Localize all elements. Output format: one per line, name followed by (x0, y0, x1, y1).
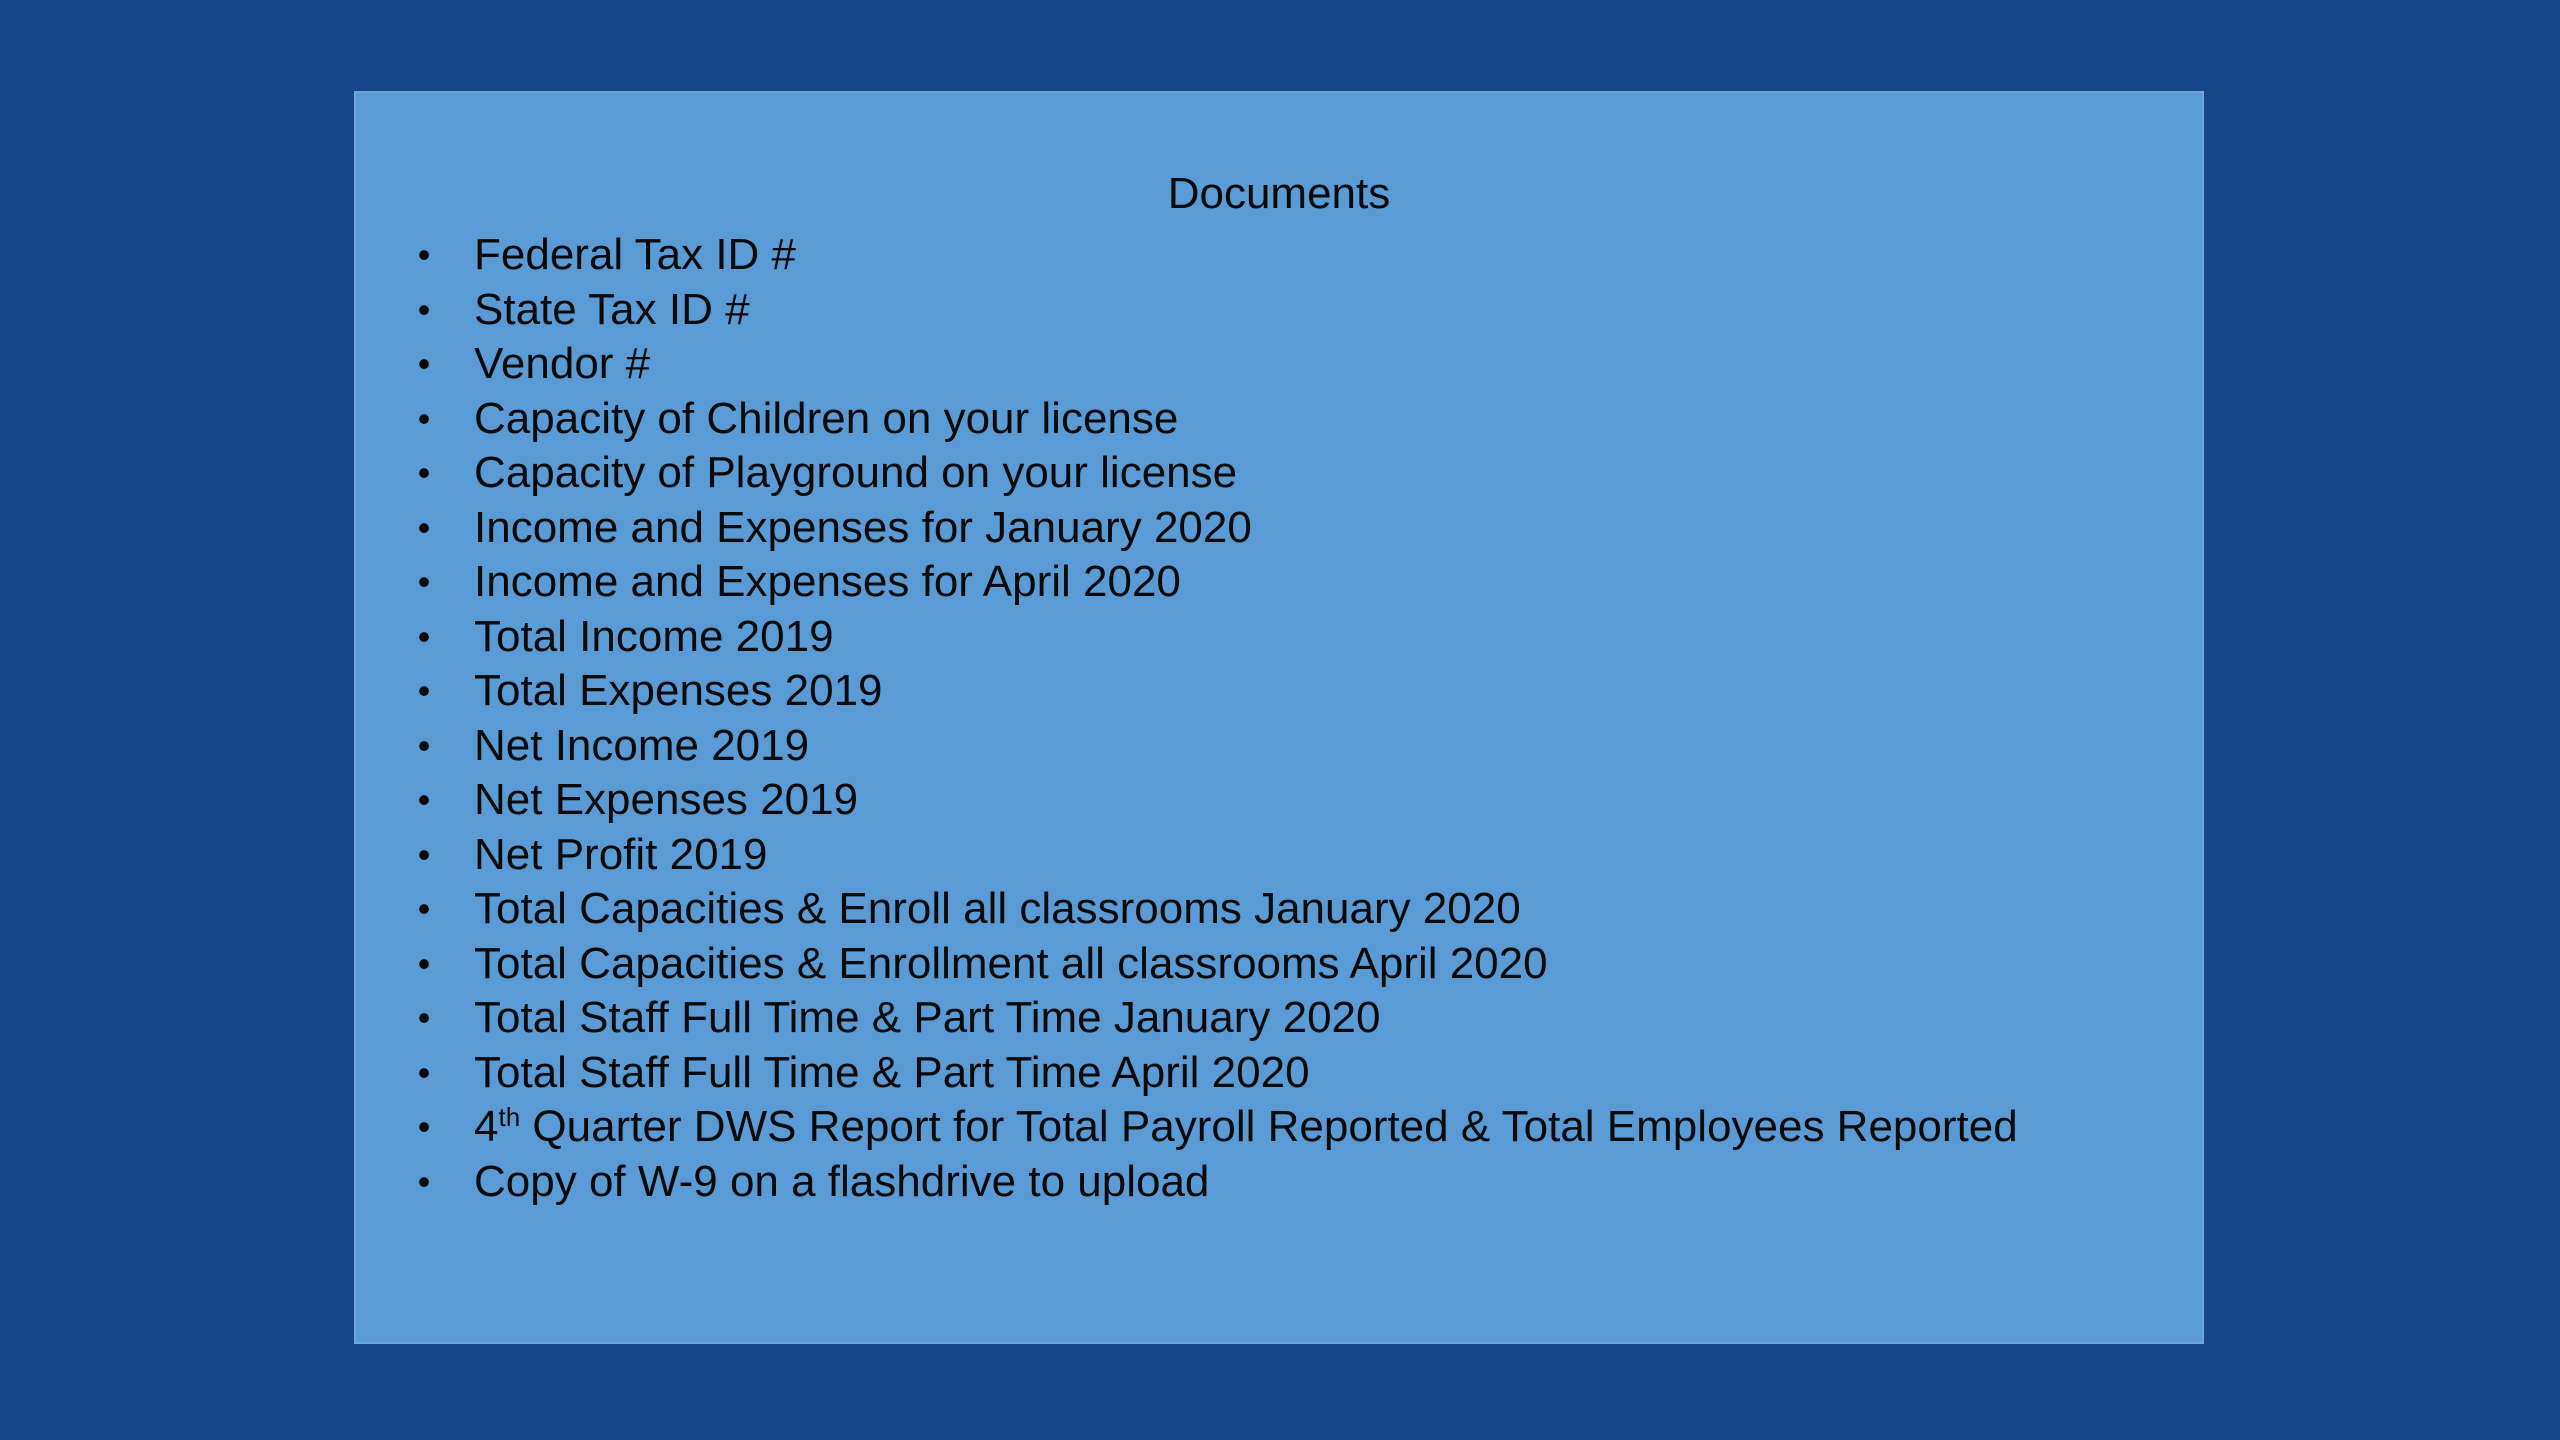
bullet-icon: • (417, 615, 431, 657)
bullet-icon: • (417, 397, 431, 439)
slide-panel (354, 91, 2204, 1344)
list-item-text: Net Income 2019 (474, 720, 810, 770)
list-item (414, 555, 2018, 610)
list-item-text: Capacity of Children on your license (474, 393, 1179, 443)
list-item (414, 1046, 2018, 1101)
list-item-text: Total Staff Full Time & Part Time January 2020 (474, 993, 1381, 1042)
bullet-icon: • (417, 288, 431, 330)
list-item (414, 719, 2018, 774)
bullet-icon: • (417, 506, 431, 548)
bullet-icon: • (417, 779, 431, 820)
list-item-text: Net Profit 2019 (474, 829, 768, 879)
list-item (414, 664, 2018, 719)
list-item (414, 937, 2018, 992)
slide-title: Documents (1167, 169, 1391, 218)
list-item-text: Net Expenses 2019 (474, 775, 859, 824)
bullet-icon: • (417, 997, 431, 1038)
list-item (414, 228, 2018, 283)
list-item-text: Total Capacities & Enroll all classrooms January 2020 (474, 884, 1521, 933)
bullet-icon: • (417, 724, 431, 766)
list-item-text: Capacity of Playground on your license (474, 448, 1238, 497)
list-item-text: Total Income 2019 (474, 611, 834, 661)
list-item-text: Copy of W-9 on a flashdrive to upload (474, 1156, 1210, 1206)
ordinal-superscript: th (498, 1102, 521, 1132)
list-item (414, 1155, 2018, 1210)
list-item-text: Total Expenses 2019 (474, 666, 883, 715)
list-item-ordinal: 4 (474, 1102, 499, 1151)
bullet-icon: • (417, 343, 431, 384)
list-item-text: Total Staff Full Time & Part Time April 2020 (474, 1047, 1310, 1097)
list-item (414, 1100, 2018, 1155)
bullet-icon: • (417, 670, 431, 711)
list-item (414, 283, 2018, 338)
list-item (414, 392, 2018, 447)
bullet-icon: • (417, 888, 431, 929)
list-item-text: Vendor # (474, 339, 651, 388)
list-item (414, 882, 2018, 937)
list-item (414, 991, 2018, 1046)
list-item-text: Income and Expenses for April 2020 (474, 557, 1181, 606)
bullet-icon: • (417, 452, 431, 493)
documents-list (414, 228, 2018, 1209)
list-item-text: State Tax ID # (474, 284, 750, 334)
bullet-icon: • (417, 1051, 431, 1093)
list-item (414, 337, 2018, 392)
bullet-icon: • (417, 1160, 431, 1202)
list-item (414, 828, 2018, 883)
list-item-text: Total Capacities & Enrollment all classrooms April 2020 (474, 938, 1548, 988)
list-item (414, 446, 2018, 501)
list-item-text: Quarter DWS Report for Total Payroll Reported & Total Employees Reported (520, 1102, 2018, 1151)
list-item (414, 501, 2018, 556)
list-item (414, 773, 2018, 828)
bullet-icon: • (417, 942, 431, 984)
bullet-icon: • (417, 561, 431, 602)
bullet-icon: • (417, 833, 431, 875)
bullet-icon: • (417, 1106, 431, 1147)
list-item-text: Income and Expenses for January 2020 (474, 502, 1252, 552)
list-item (414, 610, 2018, 665)
list-item-text: Federal Tax ID # (474, 230, 797, 279)
bullet-icon: • (417, 234, 431, 275)
